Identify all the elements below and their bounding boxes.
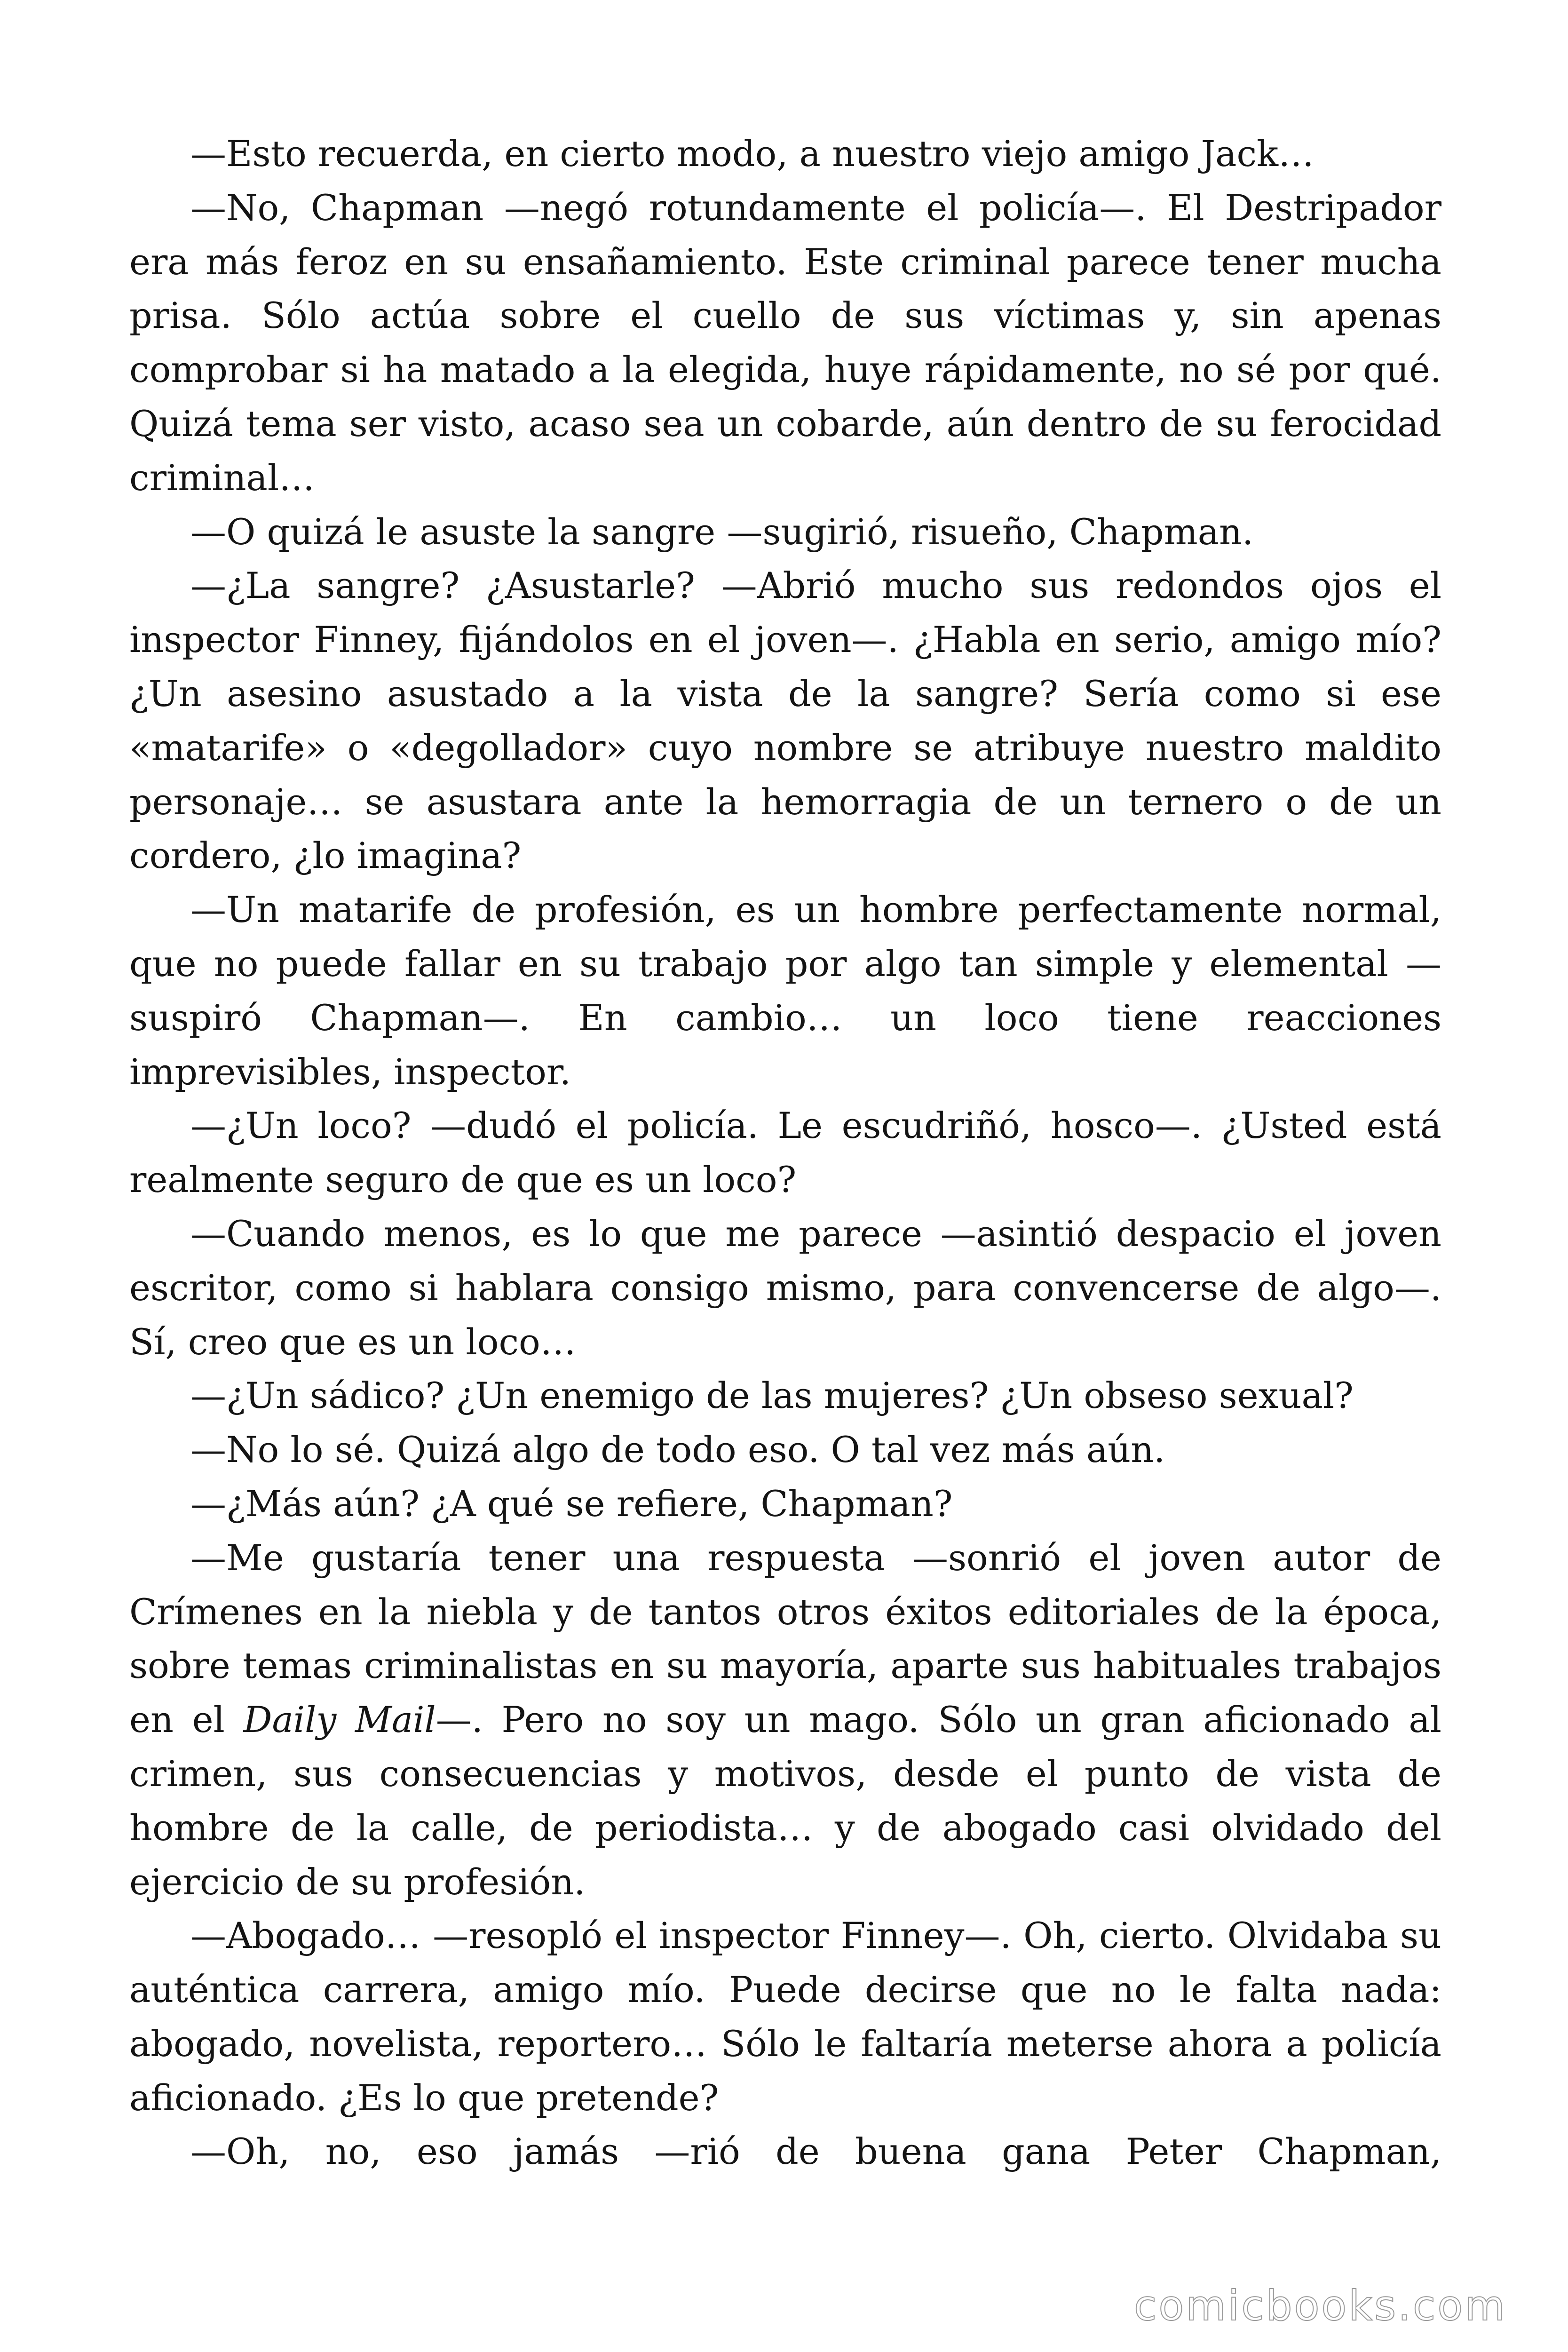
paragraph-7: —Cuando menos, es lo que me parece —asintió despacio el joven escritor, como si hablara consigo mismo, para convencerse de algo—. Sí, creo que es un loco… (129, 1212, 1441, 1363)
paragraph-8: —¿Un sádico? ¿Un enemigo de las mujeres? ¿Un obseso sexual? (190, 1375, 1354, 1417)
paragraph-10: —¿Más aún? ¿A qué se refiere, Chapman? (190, 1482, 953, 1525)
paragraph-6: —¿Un loco? —dudó el policía. Le escudriñó, hosco—. ¿Usted está realmente seguro de que es un loco? (129, 1104, 1441, 1201)
paragraph-11 (129, 1531, 1441, 1909)
paragraph-12: —Abogado… —resopló el inspector Finney—. Oh, cierto. Olvidaba su auténtica carrera, amigo mío. Puede decirse que no le falta nada: abogado, novelista, reportero… Sólo le faltaría meterse ahora a policía aficionado. ¿Es lo que pretende? (129, 1915, 1441, 2119)
paragraph-2: —No, Chapman —negó rotundamente el policía—. El Destripador era más feroz en su ensañamiento. Este criminal parece tener mucha prisa. Sólo actúa sobre el cuello de sus víctimas y, sin apenas comprobar si ha matado a la elegida, huye rápidamente, no sé por qué. Quizá tema ser visto, acaso sea un cobarde, aún dentro de su ferocidad criminal… (129, 186, 1441, 499)
paragraph-4: —¿La sangre? ¿Asustarle? —Abrió mucho sus redondos ojos el inspector Finney, fijándolos en el joven—. ¿Habla en serio, amigo mío? ¿Un asesino asustado a la vista de la sangre? Sería como si ese «matarife» o «degollador» cuyo nombre se atribuye nuestro maldito personaje… se asustara ante la hemorragia de un ternero o de un cordero, ¿lo imagina? (129, 564, 1441, 877)
newspaper-title-italic: Daily Mail (243, 1699, 436, 1741)
paragraph-11-end: —. Pero no soy un mago. Sólo un gran aficionado al crimen, sus consecuencias y motivos, desde el punto de vista de hombre de la calle, de periodista… y de abogado casi olvidado del ejercicio de su profesión. (129, 1699, 1441, 1903)
watermark-text: comicbooks.com (1133, 2281, 1507, 2330)
paragraph-9: —No lo sé. Quizá algo de todo eso. O tal vez más aún. (190, 1429, 1165, 1471)
paragraph-5: —Un matarife de profesión, es un hombre perfectamente normal, que no puede fallar en su trabajo por algo tan simple y elemental —suspiró Chapman—. En cambio… un loco tiene reacciones imprevisibles, inspector. (129, 889, 1441, 1093)
paragraph-11-start: —Me gustaría tener una respuesta —sonrió el joven autor de Crímenes en la niebla y de tantos otros éxitos editoriales de la época, sobre temas criminalistas en su mayoría, aparte sus habituales trabajos en el (129, 1536, 1441, 1741)
paragraph-13: —Oh, no, eso jamás —rió de buena gana Peter Chapman, (190, 2130, 1441, 2173)
paragraph-3: —O quizá le asuste la sangre —sugirió, risueño, Chapman. (190, 510, 1254, 553)
paragraph-1: —Esto recuerda, en cierto modo, a nuestro viejo amigo Jack… (190, 133, 1315, 175)
book-page-text (129, 127, 1441, 2179)
